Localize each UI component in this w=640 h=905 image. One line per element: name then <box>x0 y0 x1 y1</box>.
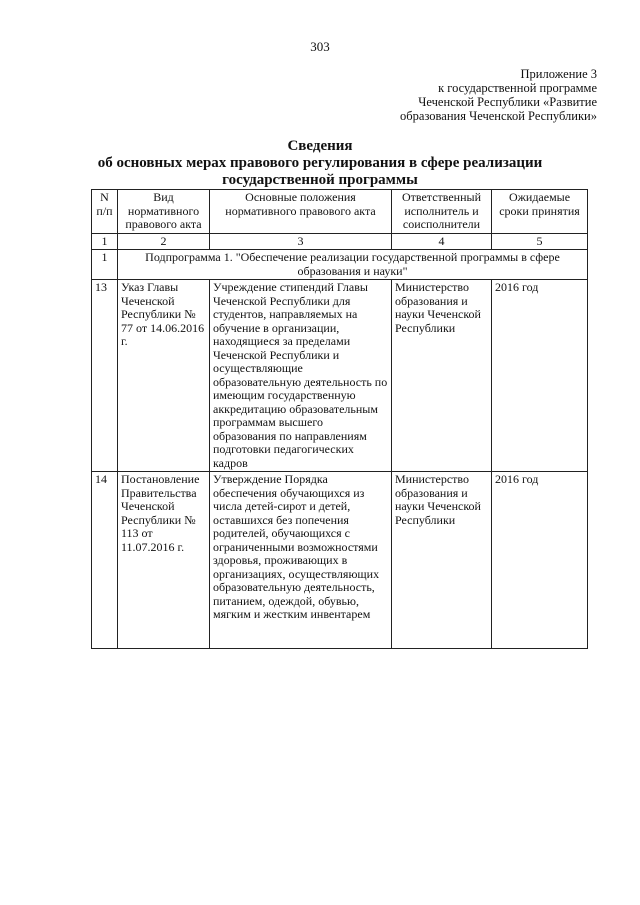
header-provisions: Основные положения нормативного правового акта <box>210 190 392 234</box>
table-header-row <box>92 190 588 234</box>
header-num: N п/п <box>92 190 118 234</box>
column-number: 3 <box>210 233 392 250</box>
column-number: 2 <box>118 233 210 250</box>
table-row <box>92 472 588 649</box>
row-number: 14 <box>92 472 118 649</box>
responsible-cell: Министерство образования и науки Чеченской Республики <box>392 280 492 472</box>
column-number-row <box>92 233 588 250</box>
appendix-line: к государственной программе <box>438 81 597 95</box>
column-number: 5 <box>492 233 588 250</box>
term-cell: 2016 год <box>492 280 588 472</box>
provisions-cell: Учреждение стипендий Главы Чеченской Республики для студентов, направляемых на обучение в организации, находящиеся за пределами Чеченской Республики и осуществляющие образовательную деятельность по имеющим государственную аккредитацию образовательным программам высшего образования по направлениям подготовки педагогических кадров <box>210 280 392 472</box>
regulation-table <box>91 189 588 649</box>
provisions-cell: Утверждение Порядка обеспечения обучающихся из числа детей-сирот и детей, оставшихся без попечения родителей, обучающихся с ограниченными возможностями здоровья, проживающих в организациях, осуществляющих образовательную деятельность, питанием, одеждой, обувью, мягким и жестким инвентарем <box>210 472 392 649</box>
act-type-cell: Указ Главы Чеченской Республики № 77 от 14.06.2016 г. <box>118 280 210 472</box>
title-line: об основных мерах правового регулирования в сфере реализации <box>97 155 543 171</box>
row-number: 13 <box>92 280 118 472</box>
table-row <box>92 280 588 472</box>
appendix-line: Чеченской Республики «Развитие <box>418 95 597 109</box>
responsible-cell: Министерство образования и науки Чеченской Республики <box>392 472 492 649</box>
column-number: 4 <box>392 233 492 250</box>
appendix-line: образования Чеченской Республики» <box>400 109 597 123</box>
document-title <box>0 138 640 189</box>
appendix-line: Приложение 3 <box>520 67 597 81</box>
page-number: 303 <box>310 39 330 54</box>
title-line: государственной программы <box>222 172 418 188</box>
appendix-note <box>400 67 597 123</box>
act-type-cell: Постановление Правительства Чеченской Республики № 113 от 11.07.2016 г. <box>118 472 210 649</box>
header-term: Ожидаемые сроки принятия <box>492 190 588 234</box>
header-responsible: Ответственный исполнитель и соисполнители <box>392 190 492 234</box>
subprogram-number: 1 <box>92 250 118 280</box>
subprogram-title: Подпрограмма 1. "Обеспечение реализации государственной программы в сфере образования и науки" <box>118 250 588 280</box>
column-number: 1 <box>92 233 118 250</box>
title-line: Сведения <box>287 138 353 154</box>
subprogram-row <box>92 250 588 280</box>
term-cell: 2016 год <box>492 472 588 649</box>
header-act-type: Вид нормативного правового акта <box>118 190 210 234</box>
